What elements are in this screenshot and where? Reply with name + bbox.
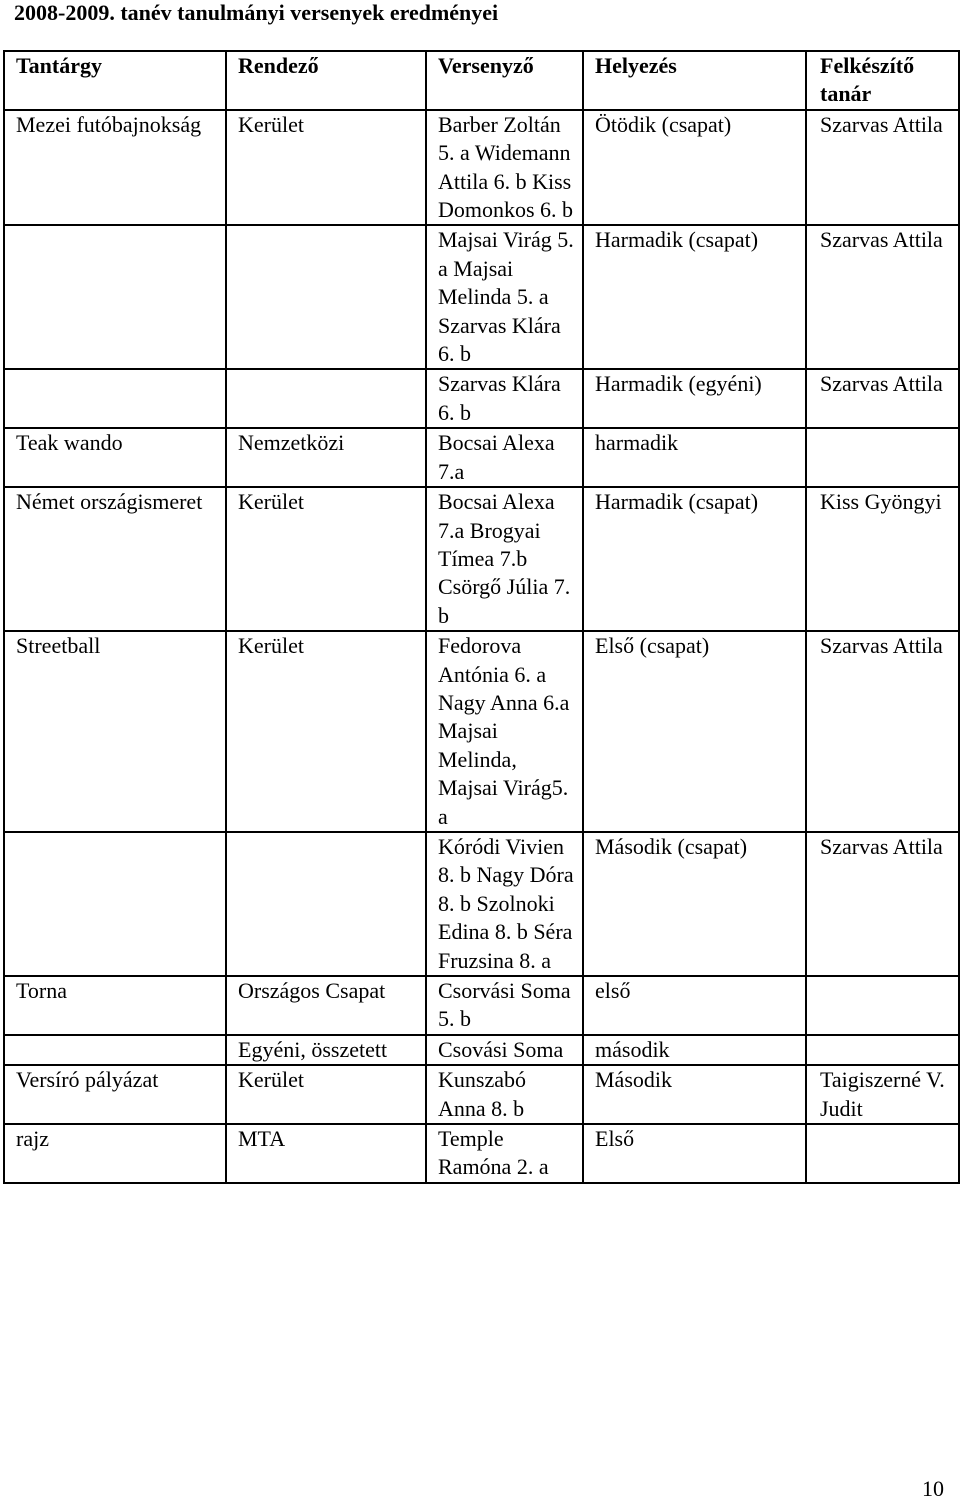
cell-competitor: Kunszabó Anna 8. b [426,1065,583,1124]
page-title: 2008-2009. tanév tanulmányi versenyek eredményei [14,0,499,25]
cell-subject: Német országismeret [4,487,226,631]
cell-teacher: Szarvas Attila [806,110,959,226]
table-row [4,1124,959,1183]
cell-organizer [226,832,426,976]
cell-organizer: Kerület [226,487,426,631]
cell-placement: Harmadik (csapat) [583,225,806,369]
cell-organizer: Kerület [226,631,426,832]
cell-subject: Mezei futóbajnokság [4,110,226,226]
cell-teacher: Szarvas Attila [806,631,959,832]
cell-teacher: Szarvas Attila [806,832,959,976]
cell-teacher: Taigiszerné V. Judit [806,1065,959,1124]
cell-competitor: Szarvas Klára 6. b [426,369,583,428]
table-row [4,369,959,428]
cell-teacher: Szarvas Attila [806,225,959,369]
header-organizer: Rendező [226,51,426,110]
header-subject: Tantárgy [4,51,226,110]
cell-organizer: Egyéni, összetett [226,1035,426,1065]
cell-subject: Torna [4,976,226,1035]
cell-competitor: Majsai Virág 5. a Majsai Melinda 5. a Szarvas Klára 6. b [426,225,583,369]
cell-competitor: Bocsai Alexa 7.a [426,428,583,487]
table-header-row [4,51,959,110]
cell-competitor: Temple Ramóna 2. a [426,1124,583,1183]
header-competitor: Versenyző [426,51,583,110]
cell-teacher [806,428,959,487]
table-row [4,225,959,369]
header-placement: Helyezés [583,51,806,110]
table-row [4,976,959,1035]
table-row [4,832,959,976]
cell-teacher: Szarvas Attila [806,369,959,428]
cell-placement: Harmadik (egyéni) [583,369,806,428]
table-row [4,428,959,487]
cell-teacher [806,976,959,1035]
table-row [4,1065,959,1124]
cell-subject: Streetball [4,631,226,832]
cell-competitor: Fedorova Antónia 6. a Nagy Anna 6.a Majsai Melinda, Majsai Virág5. a [426,631,583,832]
cell-teacher [806,1124,959,1183]
header-teacher: Felkészítő tanár [806,51,959,110]
cell-organizer: Országos Csapat [226,976,426,1035]
cell-placement: Harmadik (csapat) [583,487,806,631]
cell-subject: Teak wando [4,428,226,487]
cell-placement: Első [583,1124,806,1183]
table-row [4,631,959,832]
cell-placement: Első (csapat) [583,631,806,832]
results-table [3,50,960,1184]
cell-placement: harmadik [583,428,806,487]
cell-organizer [226,369,426,428]
page-number: 10 [922,1476,944,1501]
cell-competitor: Bocsai Alexa 7.a Brogyai Tímea 7.b Csörgő Júlia 7. b [426,487,583,631]
cell-organizer: Kerület [226,110,426,226]
cell-subject [4,1035,226,1065]
cell-organizer: Kerület [226,1065,426,1124]
cell-teacher: Kiss Gyöngyi [806,487,959,631]
cell-competitor: Csovási Soma [426,1035,583,1065]
cell-organizer [226,225,426,369]
table-row [4,110,959,226]
table-row [4,487,959,631]
cell-placement: Ötödik (csapat) [583,110,806,226]
cell-organizer: Nemzetközi [226,428,426,487]
cell-placement: második [583,1035,806,1065]
cell-subject [4,832,226,976]
cell-subject [4,225,226,369]
table-row [4,1035,959,1065]
cell-competitor: Barber Zoltán 5. a Widemann Attila 6. b Kiss Domonkos 6. b [426,110,583,226]
cell-subject: rajz [4,1124,226,1183]
cell-placement: Második [583,1065,806,1124]
cell-subject [4,369,226,428]
cell-placement: Második (csapat) [583,832,806,976]
cell-competitor: Csorvási Soma 5. b [426,976,583,1035]
cell-placement: első [583,976,806,1035]
cell-organizer: MTA [226,1124,426,1183]
cell-teacher [806,1035,959,1065]
cell-subject: Versíró pályázat [4,1065,226,1124]
cell-competitor: Kóródi Vivien 8. b Nagy Dóra 8. b Szolnoki Edina 8. b Séra Fruzsina 8. a [426,832,583,976]
